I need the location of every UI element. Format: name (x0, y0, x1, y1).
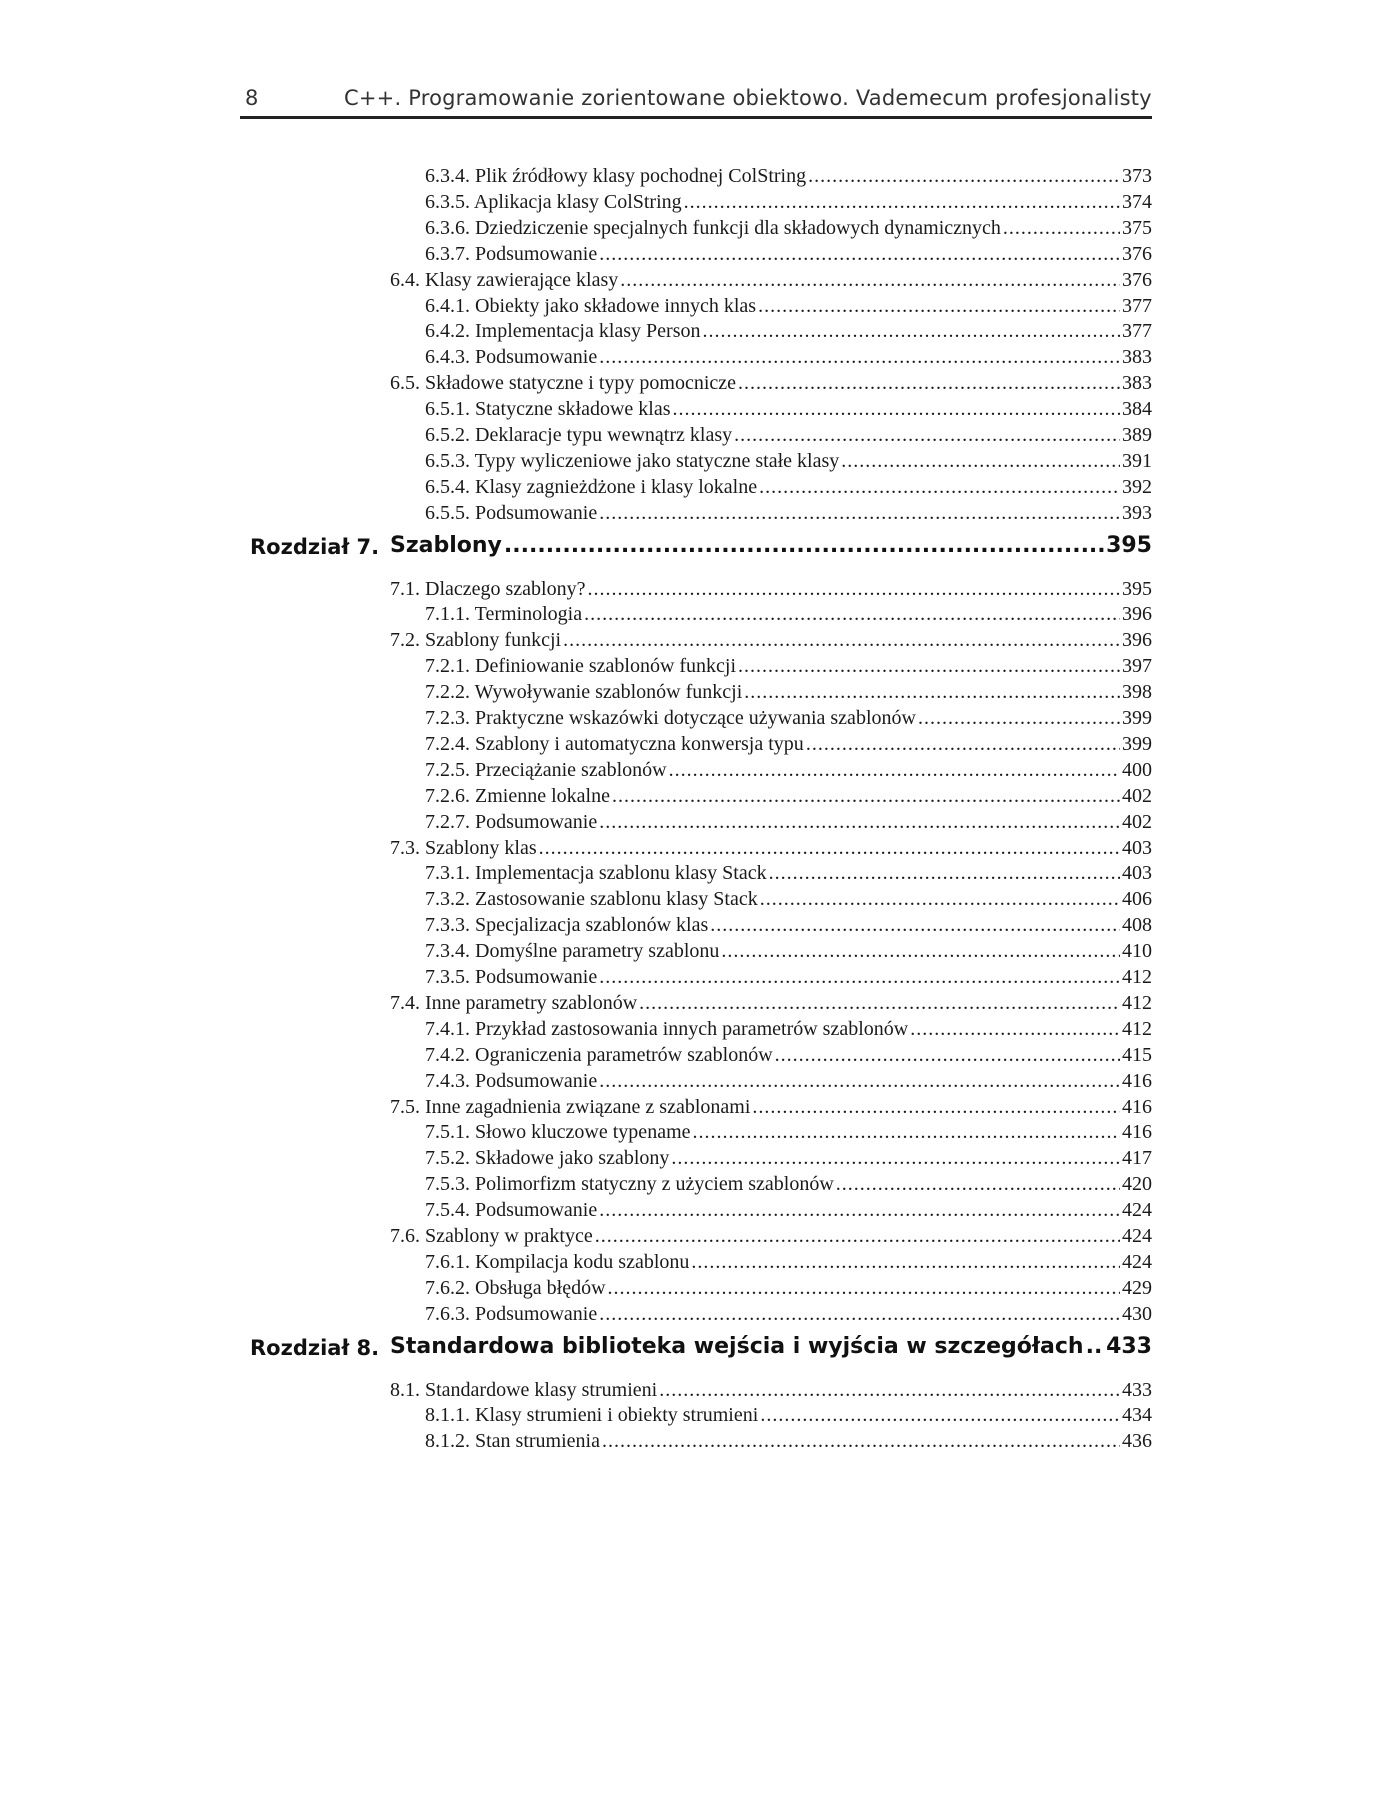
toc-entry-title: 7.6. Szablony w praktyce (390, 1225, 593, 1247)
toc-entry-title: 7.2.1. Definiowanie szablonów funkcji (425, 655, 737, 678)
toc-chapter-entry[interactable] (390, 1334, 1152, 1359)
toc-page-number: 434 (1122, 1404, 1152, 1427)
toc-page-number: 412 (1122, 1017, 1152, 1040)
dot-leader (808, 164, 1120, 188)
toc-entry-title: 7.6.1. Kompilacja kodu szablonu (425, 1250, 690, 1273)
toc-entry-title: 7.2. Szablony funkcji (390, 629, 562, 652)
toc-page-number: 395 (1122, 577, 1152, 600)
toc-entry-title: 7.3. Szablony klas (390, 836, 537, 859)
toc-subsection-entry[interactable] (425, 1043, 1152, 1067)
toc-page-number: 393 (1122, 501, 1152, 524)
toc-entry-title: 7.5.4. Podsumowanie (425, 1199, 598, 1222)
toc-entry-title: 7.2.2. Wywoływanie szablonów funkcji (425, 681, 743, 704)
toc-page-number: 402 (1122, 784, 1152, 807)
toc-page-number: 396 (1122, 603, 1152, 626)
toc-entry-title: 6.3.7. Podsumowanie (425, 242, 598, 265)
toc-page-number: 399 (1122, 732, 1152, 755)
toc-page-number: 412 (1122, 966, 1152, 988)
toc-entry-title: 7.3.2. Zastosowanie szablonu klasy Stack (425, 888, 758, 911)
toc-subsection-entry[interactable] (425, 345, 1152, 369)
toc-page-number: 410 (1122, 940, 1152, 963)
toc-page-number: 396 (1122, 629, 1152, 652)
dot-leader (738, 654, 1120, 678)
dot-leader (539, 836, 1120, 860)
toc-page-number: 412 (1122, 991, 1152, 1014)
toc-entry-title: 7.2.7. Podsumowanie (425, 810, 598, 833)
dot-leader (693, 1120, 1121, 1144)
dot-leader (691, 1250, 1120, 1274)
toc-subsection-entry[interactable] (425, 1276, 1152, 1300)
toc-entry-title: 7.4.1. Przykład zastosowania innych parametrów szablonów (425, 1017, 909, 1040)
toc-subsection-entry[interactable] (425, 965, 1152, 989)
dot-leader (504, 533, 1104, 558)
toc-subsection-entry[interactable] (425, 190, 1152, 214)
toc-section-entry[interactable] (390, 991, 1152, 1015)
toc-subsection-entry[interactable] (425, 242, 1152, 266)
toc-page-number: 377 (1122, 320, 1152, 343)
dot-leader (841, 449, 1120, 473)
dot-leader (602, 1429, 1120, 1453)
toc-entry-title: 7.6.2. Obsługa błędów (425, 1276, 606, 1299)
toc-page-number: 376 (1122, 268, 1152, 291)
toc-page-number: 408 (1122, 914, 1152, 937)
toc-chapter-title: Szablony (390, 532, 502, 558)
dot-leader (639, 991, 1120, 1015)
dot-leader (760, 1403, 1120, 1427)
toc-subsection-entry[interactable] (425, 294, 1152, 318)
toc-section-entry[interactable] (390, 577, 1152, 601)
toc-subsection-entry[interactable] (425, 1120, 1152, 1144)
toc-subsection-entry[interactable] (425, 810, 1152, 834)
toc-subsection-entry[interactable] (425, 732, 1152, 756)
toc-page-number: 383 (1122, 346, 1152, 369)
dot-leader (910, 1017, 1120, 1041)
dot-leader (806, 732, 1120, 756)
toc-subsection-entry[interactable] (425, 1302, 1152, 1326)
toc-entry-title: 8.1.1. Klasy strumieni i obiekty strumieni (425, 1404, 759, 1427)
toc-entry-title: 7.3.4. Domyślne parametry szablonu (425, 940, 720, 963)
dot-leader (669, 758, 1120, 782)
chapter-number-label: Rozdział 7. (250, 534, 380, 559)
toc-entry-title: 7.6.3. Podsumowanie (425, 1302, 598, 1325)
dot-leader (760, 887, 1120, 911)
toc-section-entry[interactable] (390, 1224, 1152, 1248)
toc-entry-title: 6.5.4. Klasy zagnieżdżone i klasy lokalne (425, 475, 758, 498)
dot-leader (1003, 216, 1120, 240)
toc-subsection-entry[interactable] (425, 501, 1152, 525)
toc-entry-title: 6.5.5. Podsumowanie (425, 501, 598, 524)
dot-leader (758, 294, 1120, 318)
toc-subsection-entry[interactable] (425, 397, 1152, 421)
dot-leader (710, 913, 1120, 937)
toc-entry-title: 7.3.5. Podsumowanie (425, 966, 598, 988)
toc-entry-title: 7.5.3. Polimorfizm statyczny z użyciem szablonów (425, 1173, 834, 1196)
dot-leader (587, 577, 1120, 601)
toc-page-number: 375 (1122, 216, 1152, 239)
toc-page-number: 416 (1122, 1069, 1152, 1092)
toc-section-entry[interactable] (390, 836, 1152, 860)
dot-leader (599, 1069, 1120, 1093)
toc-section-entry[interactable] (390, 1095, 1152, 1119)
dot-leader (671, 1146, 1120, 1170)
toc-subsection-entry[interactable] (425, 706, 1152, 730)
toc-subsection-entry[interactable] (425, 423, 1152, 447)
dot-leader (775, 1043, 1120, 1067)
toc-page-number: 433 (1122, 1378, 1152, 1401)
toc-entry-title: 7.4.2. Ograniczenia parametrów szablonów (425, 1043, 773, 1066)
dot-leader (836, 1172, 1120, 1196)
toc-page-number: 400 (1122, 758, 1152, 781)
toc-page-number: 429 (1122, 1276, 1152, 1299)
toc-page-number: 424 (1122, 1225, 1152, 1247)
dot-leader (659, 1378, 1120, 1402)
toc-page-number: 376 (1122, 242, 1152, 265)
toc-entry-title: 7.3.1. Implementacja szablonu klasy Stack (425, 862, 767, 885)
toc-entry-title: 6.5.3. Typy wyliczeniowe jako statyczne stałe klasy (425, 449, 840, 472)
toc-subsection-entry[interactable] (425, 1429, 1152, 1453)
toc-entry-title: 6.4. Klasy zawierające klasy (390, 268, 619, 291)
toc-chapter-entry[interactable] (390, 533, 1152, 558)
toc-subsection-entry[interactable] (425, 216, 1152, 240)
running-header (240, 84, 1152, 119)
toc-page-number: 436 (1122, 1430, 1152, 1453)
dot-leader (584, 602, 1120, 626)
toc-entry-title: 7.5.2. Składowe jako szablony (425, 1147, 670, 1170)
book-title: C++. Programowanie zorientowane obiektowo. Vademecum profesjonalisty (344, 86, 1152, 110)
dot-leader (599, 1198, 1120, 1222)
toc-subsection-entry[interactable] (425, 887, 1152, 911)
dot-leader (734, 423, 1120, 447)
toc-page-number: 373 (1122, 165, 1152, 187)
toc-section-entry[interactable] (390, 628, 1152, 652)
toc-entry-title: 6.4.1. Obiekty jako składowe innych klas (425, 294, 757, 317)
toc-entry-title: 7.3.3. Specjalizacja szablonów klas (425, 914, 709, 937)
toc-entry-title: 7.4.3. Podsumowanie (425, 1069, 598, 1092)
toc-page-number: 374 (1122, 190, 1152, 213)
toc-page-number: 389 (1122, 424, 1152, 446)
toc-subsection-entry[interactable] (425, 1017, 1152, 1041)
toc-entry-title: 6.5.1. Statyczne składowe klas (425, 398, 671, 421)
toc-subsection-entry[interactable] (425, 602, 1152, 626)
toc-entry-title: 7.2.6. Zmienne lokalne (425, 784, 610, 807)
toc-entry-title: 7.5. Inne zagadnienia związane z szablonami (390, 1095, 751, 1118)
dot-leader (599, 345, 1120, 369)
toc-page-number: 416 (1122, 1095, 1152, 1118)
toc-page-number: 420 (1122, 1173, 1152, 1196)
chapter-number-label: Rozdział 8. (250, 1335, 380, 1360)
dot-leader (595, 1224, 1120, 1248)
toc-subsection-entry[interactable] (425, 861, 1152, 885)
dot-leader (612, 784, 1120, 808)
toc-subsection-entry[interactable] (425, 654, 1152, 678)
dot-leader (599, 965, 1120, 989)
toc-entry-title: 6.4.3. Podsumowanie (425, 346, 598, 369)
toc-page-number: 397 (1122, 655, 1152, 678)
toc-entry-title: 7.4. Inne parametry szablonów (390, 991, 638, 1014)
toc-subsection-entry[interactable] (425, 1198, 1152, 1222)
toc-subsection-entry[interactable] (425, 1146, 1152, 1170)
toc-entry-title: 6.5.2. Deklaracje typu wewnątrz klasy (425, 424, 733, 446)
dot-leader (752, 1095, 1120, 1119)
dot-leader (684, 190, 1120, 214)
dot-leader (563, 628, 1120, 652)
toc-page-number: 403 (1122, 836, 1152, 859)
dot-leader (599, 242, 1120, 266)
toc-page-number: 383 (1122, 372, 1152, 395)
toc-page-number: 399 (1122, 707, 1152, 729)
toc-page-number: 391 (1122, 449, 1152, 472)
toc-section-entry[interactable] (390, 268, 1152, 292)
toc-subsection-entry[interactable] (425, 164, 1152, 188)
dot-leader (769, 861, 1120, 885)
dot-leader (608, 1276, 1120, 1300)
dot-leader (744, 680, 1120, 704)
toc-entry-title: 7.2.4. Szablony i automatyczna konwersja typu (425, 732, 804, 755)
toc-entry-title: 7.2.5. Przeciążanie szablonów (425, 758, 667, 781)
toc-page-number: 424 (1122, 1199, 1152, 1222)
toc-page-number: 415 (1122, 1043, 1152, 1066)
page-number: 8 (245, 86, 259, 110)
dot-leader (759, 475, 1120, 499)
toc-entry-title: 7.1. Dlaczego szablony? (390, 577, 586, 600)
toc-page-number: 392 (1122, 475, 1152, 498)
toc-page-number: 384 (1122, 398, 1152, 421)
dot-leader (599, 810, 1120, 834)
dot-leader (721, 939, 1120, 963)
toc-page-number: 398 (1122, 681, 1152, 704)
toc-section-entry[interactable] (390, 1378, 1152, 1402)
toc-entry-title: 7.1.1. Terminologia (425, 603, 583, 626)
toc-chapter-title: Standardowa biblioteka wejścia i wyjścia w szczegółach (390, 1333, 1084, 1359)
toc-subsection-entry[interactable] (425, 449, 1152, 473)
toc-entry-title: 6.3.6. Dziedziczenie specjalnych funkcji dla składowych dynamicznych (425, 216, 1001, 239)
toc-section-entry[interactable] (390, 371, 1152, 395)
toc-page-number: 417 (1122, 1147, 1152, 1170)
toc-page-number: 403 (1122, 862, 1152, 885)
toc-page-number: 406 (1122, 888, 1152, 911)
toc-subsection-entry[interactable] (425, 319, 1152, 343)
toc-entry-title: 6.4.2. Implementacja klasy Person (425, 320, 701, 343)
toc-page-number: 430 (1122, 1302, 1152, 1325)
dot-leader (738, 371, 1120, 395)
toc-entry-title: 8.1.2. Stan strumienia (425, 1430, 600, 1453)
toc-page-number: 433 (1106, 1333, 1152, 1359)
toc-subsection-entry[interactable] (425, 758, 1152, 782)
toc-subsection-entry[interactable] (425, 939, 1152, 963)
toc-entry-title: 6.5. Składowe statyczne i typy pomocnicze (390, 372, 737, 395)
dot-leader (673, 397, 1121, 421)
toc-subsection-entry[interactable] (425, 913, 1152, 937)
dot-leader (1086, 1334, 1104, 1359)
toc-page-number: 395 (1106, 532, 1152, 558)
toc-entry-title: 7.2.3. Praktyczne wskazówki dotyczące używania szablonów (425, 707, 916, 729)
toc-subsection-entry[interactable] (425, 1403, 1152, 1427)
toc-entry-title: 7.5.1. Słowo kluczowe typename (425, 1121, 691, 1144)
toc-page-number: 377 (1122, 294, 1152, 317)
toc-page-number: 416 (1122, 1121, 1152, 1144)
dot-leader (599, 501, 1120, 525)
dot-leader (620, 268, 1120, 292)
toc-page-number: 424 (1122, 1250, 1152, 1273)
toc-entry-title: 8.1. Standardowe klasy strumieni (390, 1378, 658, 1401)
toc-entry-title: 6.3.5. Aplikacja klasy ColString (425, 190, 682, 213)
toc-subsection-entry[interactable] (425, 1069, 1152, 1093)
toc-subsection-entry[interactable] (425, 680, 1152, 704)
toc-subsection-entry[interactable] (425, 1250, 1152, 1274)
toc-subsection-entry[interactable] (425, 475, 1152, 499)
dot-leader (918, 706, 1120, 730)
toc-page-number: 402 (1122, 810, 1152, 833)
toc-subsection-entry[interactable] (425, 784, 1152, 808)
toc-entry-title: 6.3.4. Plik źródłowy klasy pochodnej ColString (425, 165, 807, 187)
toc-subsection-entry[interactable] (425, 1172, 1152, 1196)
dot-leader (703, 319, 1121, 343)
dot-leader (599, 1302, 1120, 1326)
